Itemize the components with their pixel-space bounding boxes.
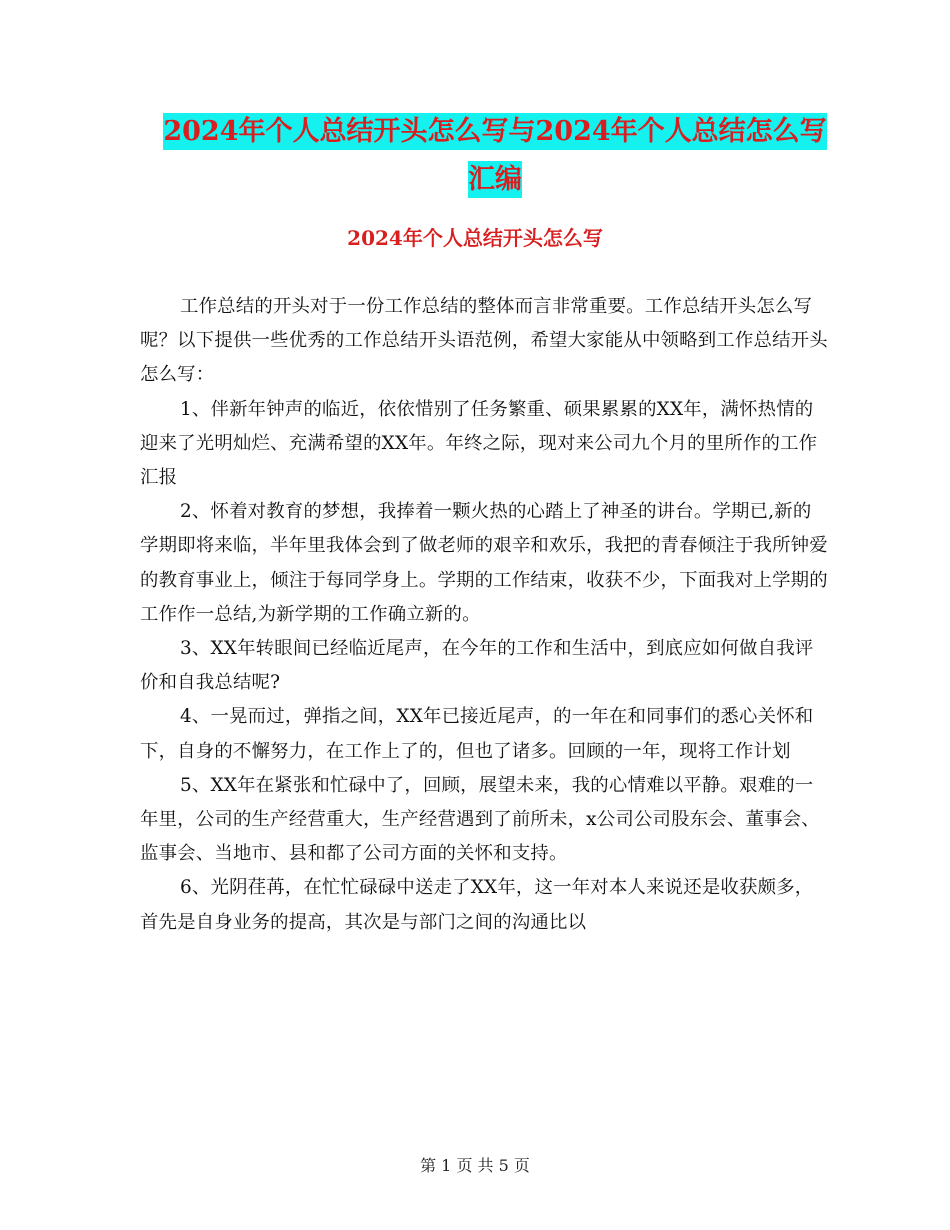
paragraph-item-1: 1、伴新年钟声的临近，依依惜别了任务繁重、硕果累累的XX年，满怀热情的迎来了光明灿烂、充满希望的XX年。年终之际，现对来公司九个月的里所作的工作汇报 (140, 398, 818, 489)
paragraph-item-6: 6、光阴荏苒，在忙忙碌碌中送走了XX年，这一年对本人来说还是收获颇多，首先是自身业务的提高，其次是与部门之间的沟通比以 (140, 877, 814, 933)
paragraph-item-2: 2、怀着对教育的梦想，我捧着一颗火热的心踏上了神圣的讲台。学期已,新的学期即将来临，半年里我体会到了做老师的艰辛和欢乐，我把的青春倾注于我所钟爱的教育事业上，倾注于每同学身上。学期的工作结束，收获不少，下面我对上学期的工作作一总结,为新学期的工作确立新的。 (140, 501, 828, 625)
document-title-line-1: 2024年个人总结开头怎么写与2024年个人总结怎么写 (163, 113, 826, 150)
paragraph-intro: 工作总结的开头对于一份工作总结的整体而言非常重要。工作总结开头怎么写呢？以下提供一些优秀的工作总结开头语范例，希望大家能从中领略到工作总结开头怎么写： (140, 296, 828, 386)
paragraph-item-3: 3、XX年转眼间已经临近尾声，在今年的工作和生活中，到底应如何做自我评价和自我总结呢? (140, 638, 814, 694)
document-title (140, 108, 850, 204)
document-title-line-2: 汇编 (468, 161, 522, 198)
page-number-footer: 第 1 页 共 5 页 (420, 1156, 530, 1175)
paragraph-item-4: 4、一晃而过，弹指之间，XX年已接近尾声，的一年在和同事们的悉心关怀和下，自身的不懈努力，在工作上了的，但也了诸多。回顾的一年，现将工作计划 (140, 706, 814, 762)
document-body (140, 290, 830, 940)
paragraph-item-5: 5、XX年在紧张和忙碌中了，回顾，展望未来，我的心情难以平静。艰难的一年里，公司的生产经营重大，生产经营遇到了前所未，x公司公司股东会、董事会、监事会、当地市、县和都了公司方面的关怀和支持。 (140, 774, 820, 865)
section-title: 2024年个人总结开头怎么写 (347, 226, 603, 250)
